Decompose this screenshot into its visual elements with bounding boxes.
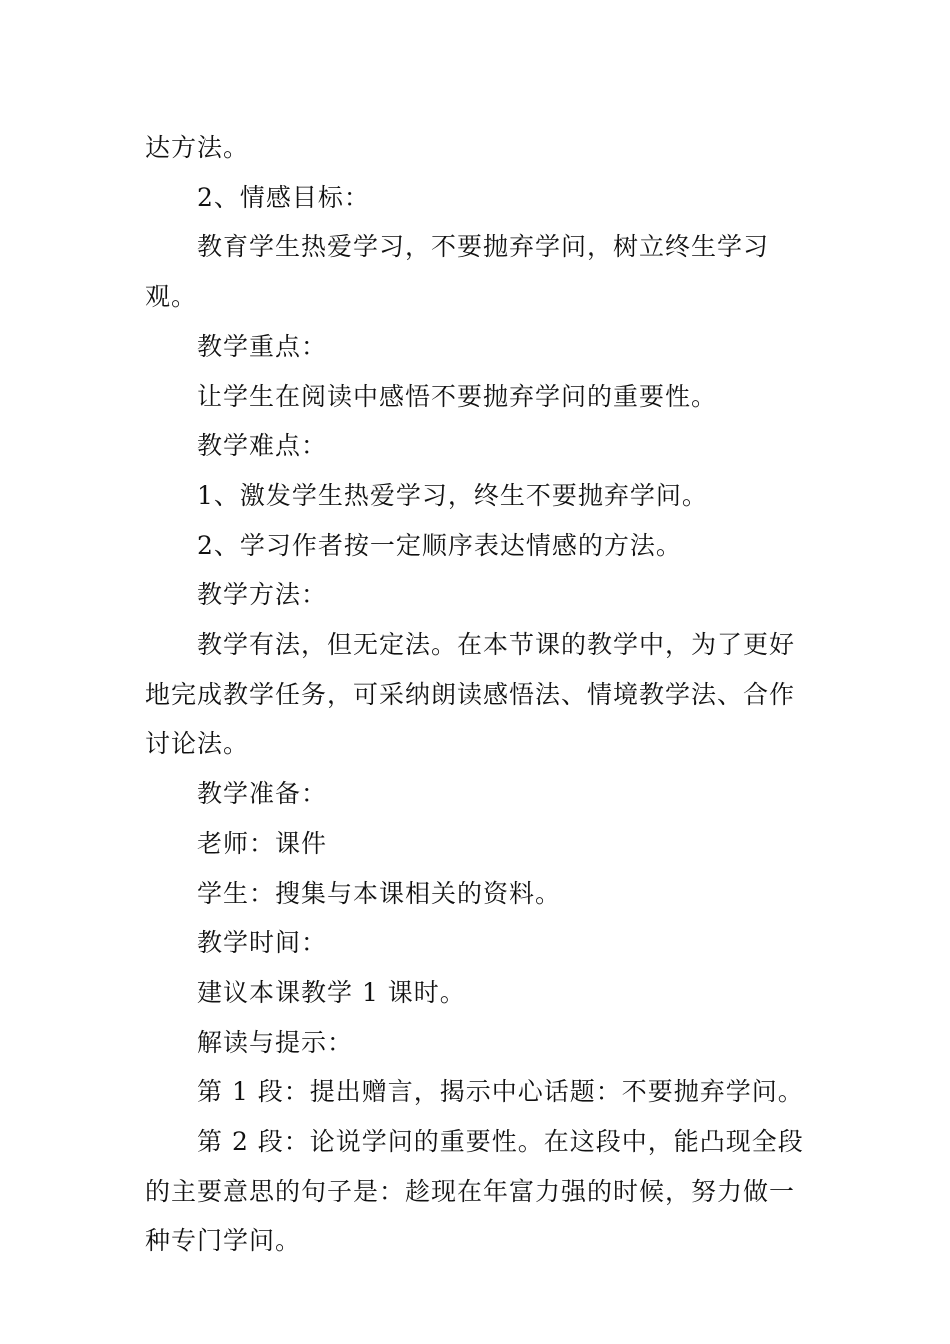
paragraph-2: 2、情感目标： bbox=[197, 182, 370, 212]
paragraph-8: 2、学习作者按一定顺序表达情感的方法。 bbox=[197, 530, 682, 560]
document-body bbox=[145, 123, 810, 1266]
paragraph-12: 老师：课件 bbox=[197, 828, 328, 858]
paragraph-18: 第 2 段：论说学问的重要性。在这段中，能凸现全段的主要意思的句子是：趁现在年富力强的时候，努力做一种专门学问。 bbox=[145, 1127, 804, 1256]
paragraph-6: 教学难点： bbox=[197, 431, 328, 461]
paragraph-14: 教学时间： bbox=[197, 928, 328, 958]
paragraph-17: 第 1 段：提出赠言，揭示中心话题：不要抛弃学问。 bbox=[197, 1077, 804, 1107]
paragraph-11: 教学准备： bbox=[197, 779, 328, 809]
paragraph-13: 学生：搜集与本课相关的资料。 bbox=[197, 878, 562, 908]
paragraph-1: 达方法。 bbox=[145, 133, 250, 162]
paragraph-4: 教学重点： bbox=[197, 331, 328, 361]
paragraph-3: 教育学生热爱学习，不要抛弃学问，树立终生学习观。 bbox=[145, 232, 770, 312]
paragraph-16: 解读与提示： bbox=[197, 1027, 354, 1057]
paragraph-9: 教学方法： bbox=[197, 580, 328, 610]
paragraph-5: 让学生在阅读中感悟不要抛弃学问的重要性。 bbox=[197, 381, 718, 411]
paragraph-10: 教学有法，但无定法。在本节课的教学中，为了更好地完成教学任务，可采纳朗读感悟法、情境教学法、合作讨论法。 bbox=[145, 630, 796, 759]
paragraph-15: 建议本课教学 1 课时。 bbox=[197, 977, 466, 1007]
paragraph-7: 1、激发学生热爱学习，终生不要抛弃学问。 bbox=[197, 480, 708, 510]
